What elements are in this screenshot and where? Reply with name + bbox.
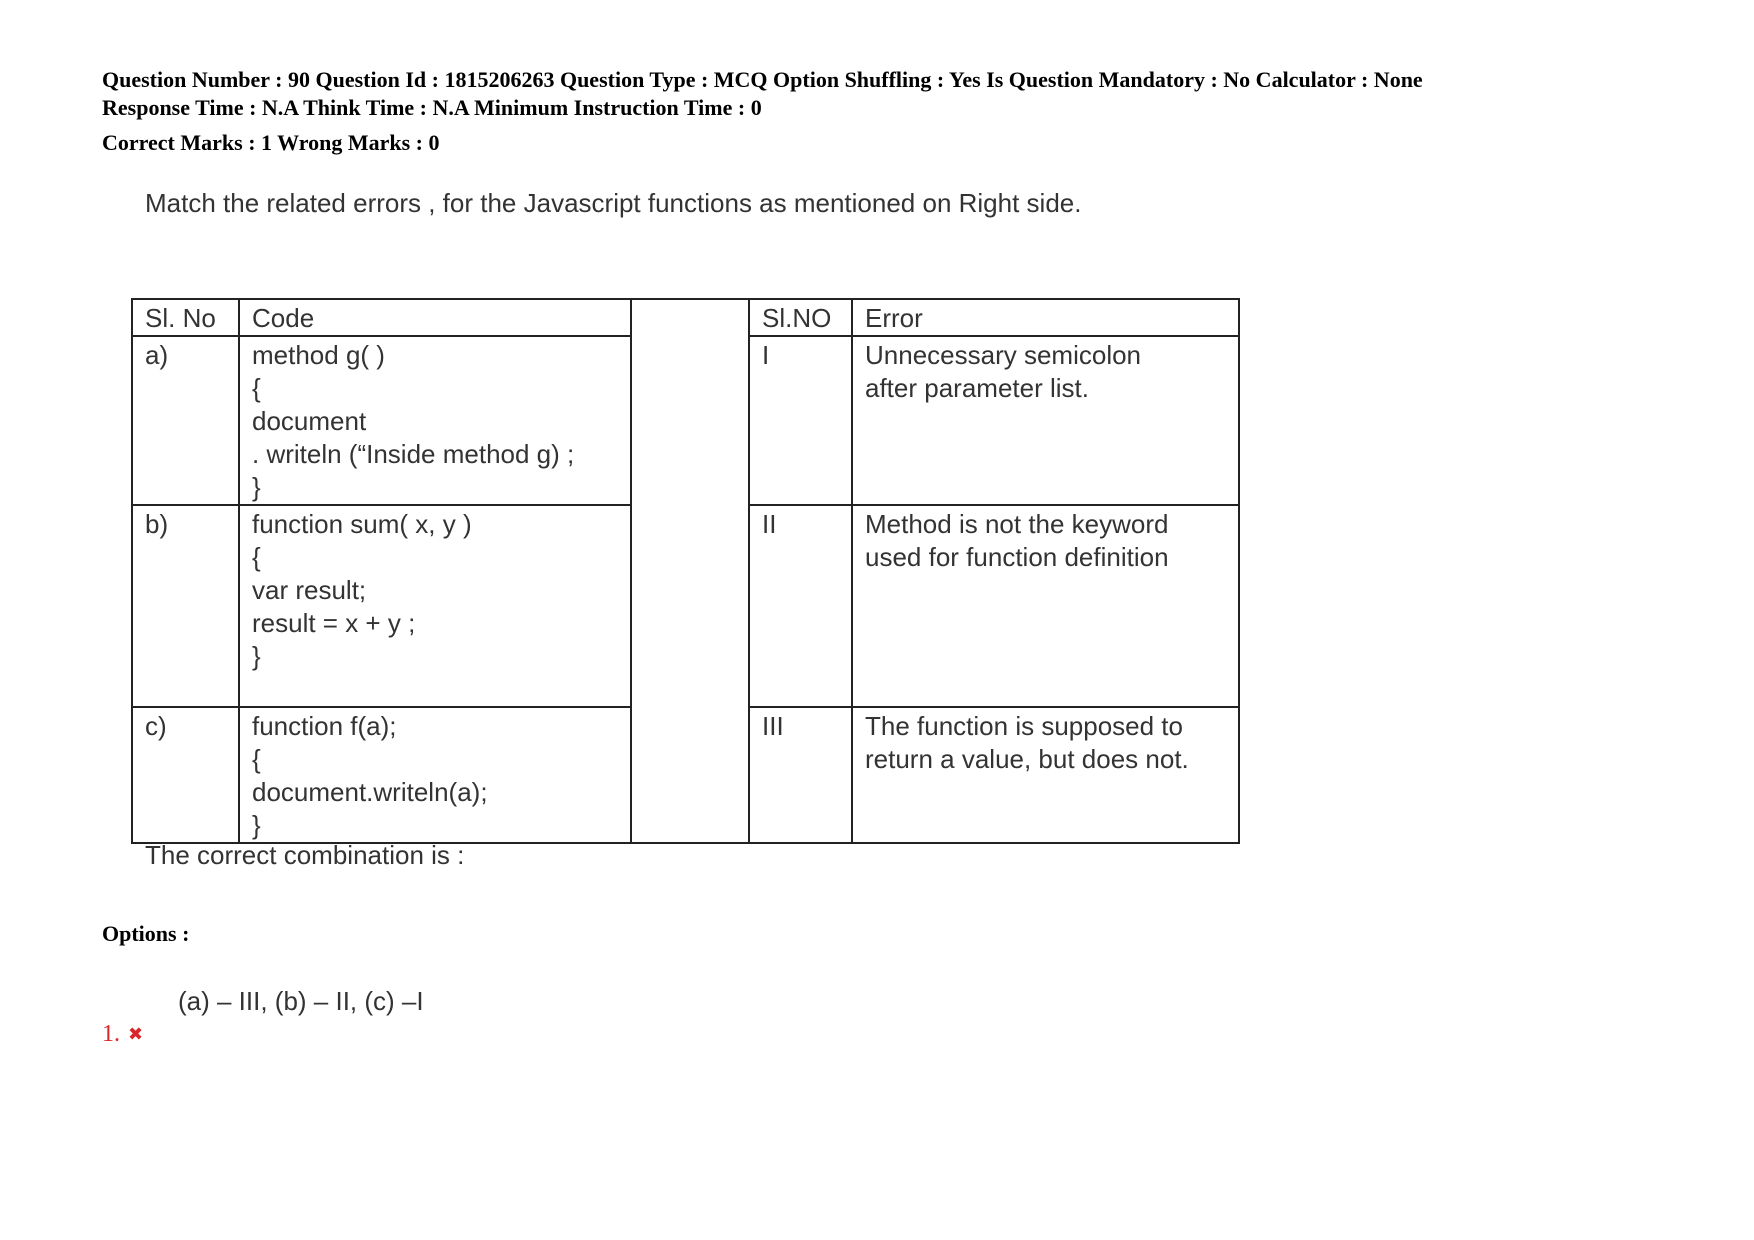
code-line: function f(a); xyxy=(252,711,397,741)
options-heading: Options : xyxy=(102,921,190,946)
marks-line: Correct Marks : 1 Wrong Marks : 0 xyxy=(102,130,440,155)
row-num: III xyxy=(749,707,852,843)
header-sl-left: Sl. No xyxy=(132,299,239,336)
table-header-row xyxy=(132,299,1239,336)
row-sl: b) xyxy=(132,505,239,707)
row-num: I xyxy=(749,336,852,505)
question-meta-line-2: Response Time : N.A Think Time : N.A Minimum Instruction Time : 0 xyxy=(102,95,762,120)
row-code xyxy=(239,505,631,707)
code-line: document xyxy=(252,406,367,436)
question-intro: Match the related errors , for the Javascript functions as mentioned on Right side. xyxy=(145,188,1082,218)
row-sl: a) xyxy=(132,336,239,505)
error-line: return a value, but does not. xyxy=(865,744,1189,774)
header-sl-right: Sl.NO xyxy=(749,299,852,336)
error-line: used for function definition xyxy=(865,542,1169,572)
row-error xyxy=(852,505,1239,707)
question-meta-line-1: Question Number : 90 Question Id : 1815206263 Question Type : MCQ Option Shuffling : Yes Is Question Mandatory : No Calculator : None xyxy=(102,67,1423,92)
row-code xyxy=(239,336,631,505)
option-1[interactable] xyxy=(102,1021,143,1048)
code-line: document.writeln(a); xyxy=(252,777,488,807)
table-gap xyxy=(631,299,749,843)
code-line: { xyxy=(252,542,261,572)
row-error xyxy=(852,707,1239,843)
code-line: result = x + y ; xyxy=(252,608,416,638)
error-line: after parameter list. xyxy=(865,373,1089,403)
header-error: Error xyxy=(852,299,1239,336)
code-line: } xyxy=(252,641,261,671)
header-code: Code xyxy=(239,299,631,336)
code-line: . writeln (“Inside method g) ; xyxy=(252,439,575,469)
row-sl: c) xyxy=(132,707,239,843)
row-num: II xyxy=(749,505,852,707)
code-line: { xyxy=(252,744,261,774)
error-line: The function is supposed to xyxy=(865,711,1183,741)
error-line: Unnecessary semicolon xyxy=(865,340,1142,370)
code-line: function sum( x, y ) xyxy=(252,509,472,539)
cross-icon: ✖ xyxy=(128,1024,144,1044)
code-line: } xyxy=(252,472,261,502)
code-line: { xyxy=(252,373,261,403)
option-number: 1. xyxy=(102,1021,120,1047)
row-error xyxy=(852,336,1239,505)
code-line: var result; xyxy=(252,575,367,605)
option-1-text: (a) – III, (b) – II, (c) –I xyxy=(178,986,424,1016)
error-line: Method is not the keyword xyxy=(865,509,1169,539)
match-table xyxy=(131,298,1240,844)
row-code xyxy=(239,707,631,843)
code-line: method g( ) xyxy=(252,340,385,370)
code-line: } xyxy=(252,810,261,840)
combination-prompt: The correct combination is : xyxy=(145,840,465,870)
